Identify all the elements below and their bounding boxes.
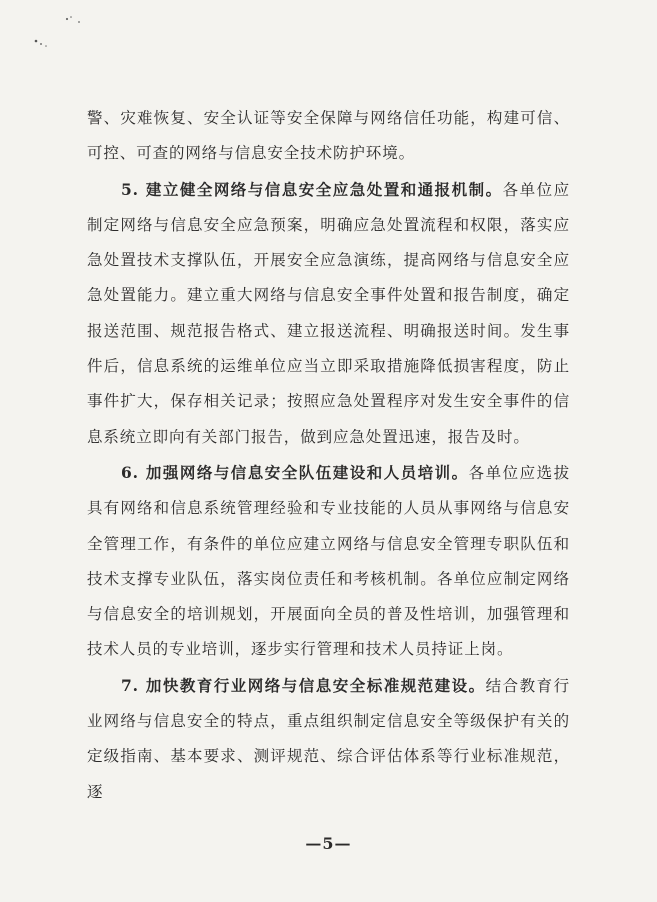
section-5-body: 各单位应制定网络与信息安全应急预案，明确应急处置流程和权限，落实应急处置技术支撑队伍，开展安全应急演练，提高网络与信息安全应急处置能力。建立重大网络与信息安全事件处置和报告制度，确定报送范围、规范报告格式、建立报送流程、明确报送时间。发生事件后，信息系统的运维单位应当立即采取措施降低损害程度，防止事件扩大，保存相关记录；按照应急处置程序对发生安全事件的信息系统立即向有关部门报告，做到应急处置迅速，报告及时。 [87, 180, 570, 446]
section-6-body: 各单位应选拔具有网络和信息系统管理经验和专业技能的人员从事网络与信息安全管理工作，有条件的单位应建立网络与信息安全管理专职队伍和技术支撑专业队伍，落实岗位责任和考核机制。各单位应制定网络与信息安全的培训规划，开展面向全员的普及性培训，加强管理和技术人员的专业培训，逐步实行管理和技术人员持证上岗。 [87, 463, 570, 659]
section-6-paragraph [87, 455, 570, 668]
section-5-heading: 5. 建立健全网络与信息安全应急处置和通报机制。 [121, 179, 503, 199]
section-6-heading: 6. 加强网络与信息安全队伍建设和人员培训。 [121, 462, 469, 482]
paragraph-body: 警、灾难恢复、安全认证等安全保障与网络信任功能，构建可信、可控、可查的网络与信息安全技术防护环境。 [87, 109, 570, 163]
section-7-paragraph [87, 668, 570, 810]
paragraph-continuation [87, 101, 570, 172]
section-5-paragraph [87, 172, 570, 455]
section-7-heading: 7. 加快教育行业网络与信息安全标准规范建设。 [121, 675, 486, 695]
page-number: —5— [305, 834, 352, 853]
document-body [87, 101, 570, 810]
section-7-body: 结合教育行业网络与信息安全的特点，重点组织制定信息安全等级保护有关的定级指南、基本要求、测评规范、综合评估体系等行业标准规范，逐 [87, 676, 570, 801]
